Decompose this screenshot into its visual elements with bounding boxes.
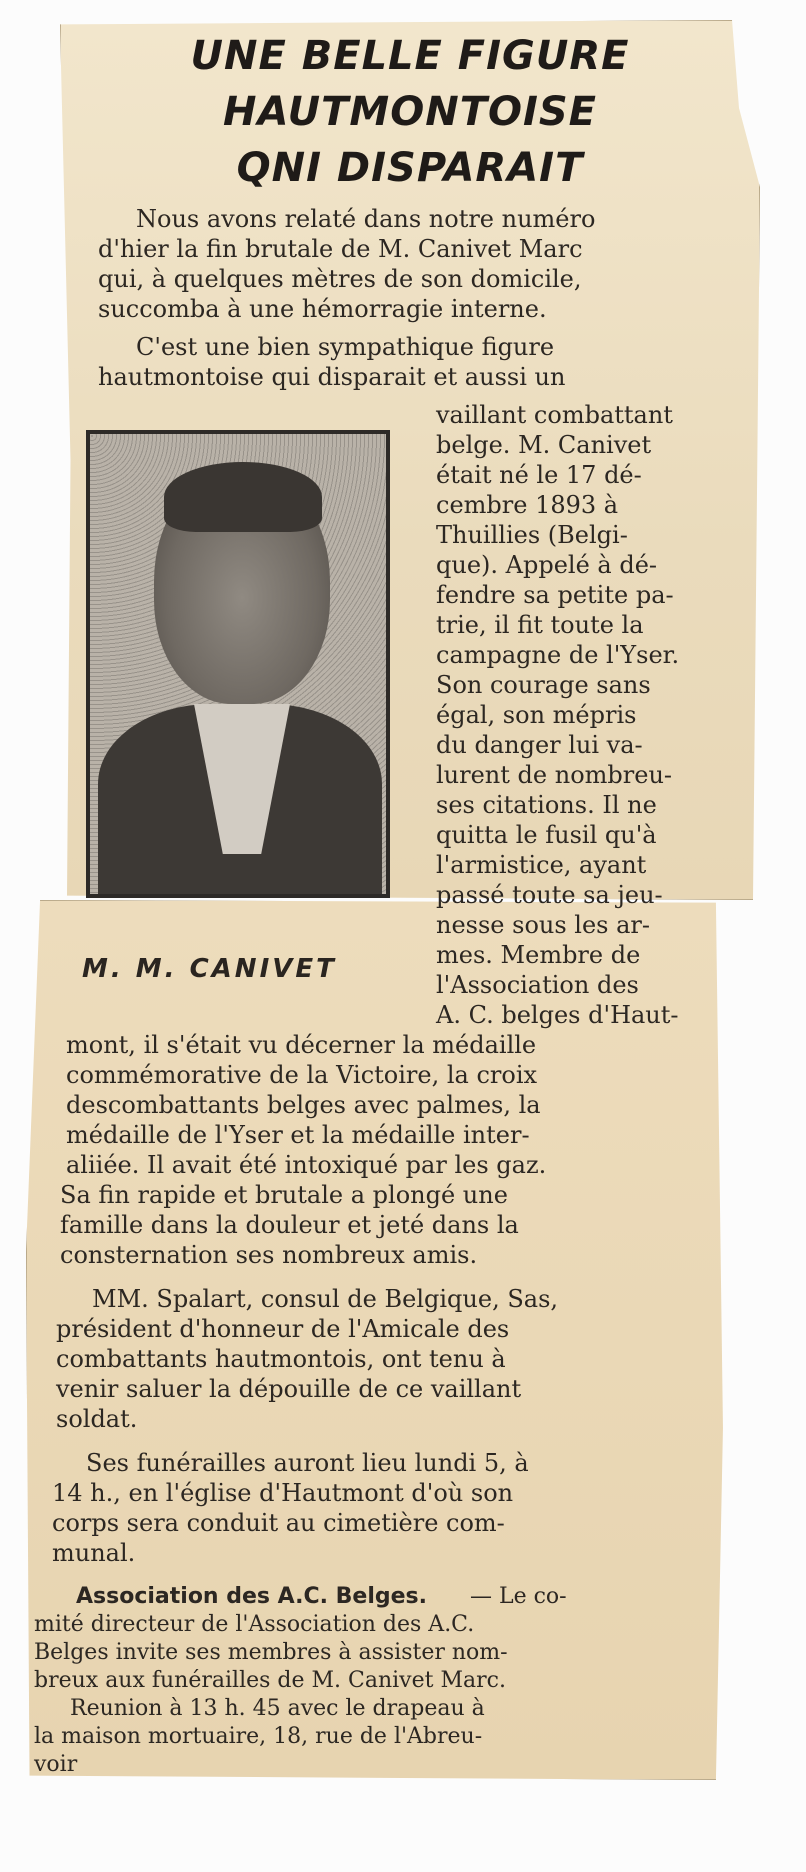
article-line: soldat. [56, 1405, 138, 1433]
association-notice-line: voir [34, 1752, 78, 1777]
article-line: nesse sous les ar- [436, 911, 651, 939]
article-line: cembre 1893 à [436, 491, 619, 519]
article-line: trie, il fit toute la [436, 611, 644, 639]
association-notice-title: Association des A.C. Belges. [76, 1584, 427, 1609]
article-line: Ses funérailles auront lieu lundi 5, à [86, 1449, 529, 1477]
article-line: que). Appelé à dé- [436, 551, 658, 579]
article-line: l'armistice, ayant [436, 851, 647, 879]
headline-line-1: UNE BELLE FIGURE [190, 33, 630, 79]
article-line: passé toute sa jeu- [436, 881, 663, 909]
headline-line-2: HAUTMONTOISE [223, 89, 597, 135]
article-line: lurent de nombreu- [436, 761, 673, 789]
article-line: ses citations. Il ne [436, 791, 657, 819]
article-line: Sa fin rapide et brutale a plongé une [60, 1181, 508, 1209]
article-line: du danger lui va- [436, 731, 643, 759]
article-line: président d'honneur de l'Amicale des [56, 1315, 510, 1343]
article-line: l'Association des [436, 971, 639, 999]
headline-line-3: QNI DISPARAIT [236, 145, 584, 191]
article-line: médaille de l'Yser et la médaille inter- [66, 1121, 530, 1149]
association-notice-line: — Le co- [470, 1584, 567, 1609]
article-line: corps sera conduit au cimetière com- [52, 1509, 505, 1537]
photo-hair [164, 462, 322, 532]
portrait-photo [86, 430, 390, 898]
article-line: égal, son mépris [436, 701, 637, 729]
article-line: aliiée. Il avait été intoxiqué par les gaz. [66, 1151, 547, 1179]
article-line: Son courage sans [436, 671, 651, 699]
article-line: C'est une bien sympathique figure [136, 333, 555, 361]
article-line: Nous avons relaté dans notre numéro [136, 205, 596, 233]
article-line: d'hier la fin brutale de M. Canivet Marc [98, 235, 583, 263]
article-line: vaillant combattant [436, 401, 673, 429]
article-line: MM. Spalart, consul de Belgique, Sas, [92, 1285, 559, 1313]
association-notice-line: breux aux funérailles de M. Canivet Marc. [34, 1668, 506, 1693]
article-line: combattants hautmontois, ont tenu à [56, 1345, 506, 1373]
article-line: munal. [52, 1539, 136, 1567]
association-notice-line: mité directeur de l'Association des A.C. [34, 1612, 475, 1637]
article-line: hautmontoise qui disparait et aussi un [98, 363, 566, 391]
article-line: était né le 17 dé- [436, 461, 642, 489]
photo-caption: M. M. CANIVET [82, 954, 337, 984]
article-line: succomba à une hémorragie interne. [98, 295, 547, 323]
article-line: venir saluer la dépouille de ce vaillant [56, 1375, 522, 1403]
article-line: mont, il s'était vu décerner la médaille [66, 1031, 537, 1059]
article-line: Thuillies (Belgi- [436, 521, 628, 549]
association-notice-line: Belges invite ses membres à assister nom- [34, 1640, 508, 1665]
association-notice-line: Reunion à 13 h. 45 avec le drapeau à [70, 1696, 485, 1721]
article-line: consternation ses nombreux amis. [60, 1241, 478, 1269]
article-line: campagne de l'Yser. [436, 641, 680, 669]
article-line: commémorative de la Victoire, la croix [66, 1061, 538, 1089]
article-line: fendre sa petite pa- [436, 581, 674, 609]
association-notice-line: la maison mortuaire, 18, rue de l'Abreu- [34, 1724, 483, 1749]
article-line: A. C. belges d'Haut- [436, 1001, 679, 1029]
article-line: descombattants belges avec palmes, la [66, 1091, 541, 1119]
article-line: 14 h., en l'église d'Hautmont d'où son [52, 1479, 514, 1507]
article-line: mes. Membre de [436, 941, 641, 969]
article-line: qui, à quelques mètres de son domicile, [98, 265, 582, 293]
article-line: quitta le fusil qu'à [436, 821, 657, 849]
article-line: famille dans la douleur et jeté dans la [60, 1211, 519, 1239]
article-line: belge. M. Canivet [436, 431, 652, 459]
